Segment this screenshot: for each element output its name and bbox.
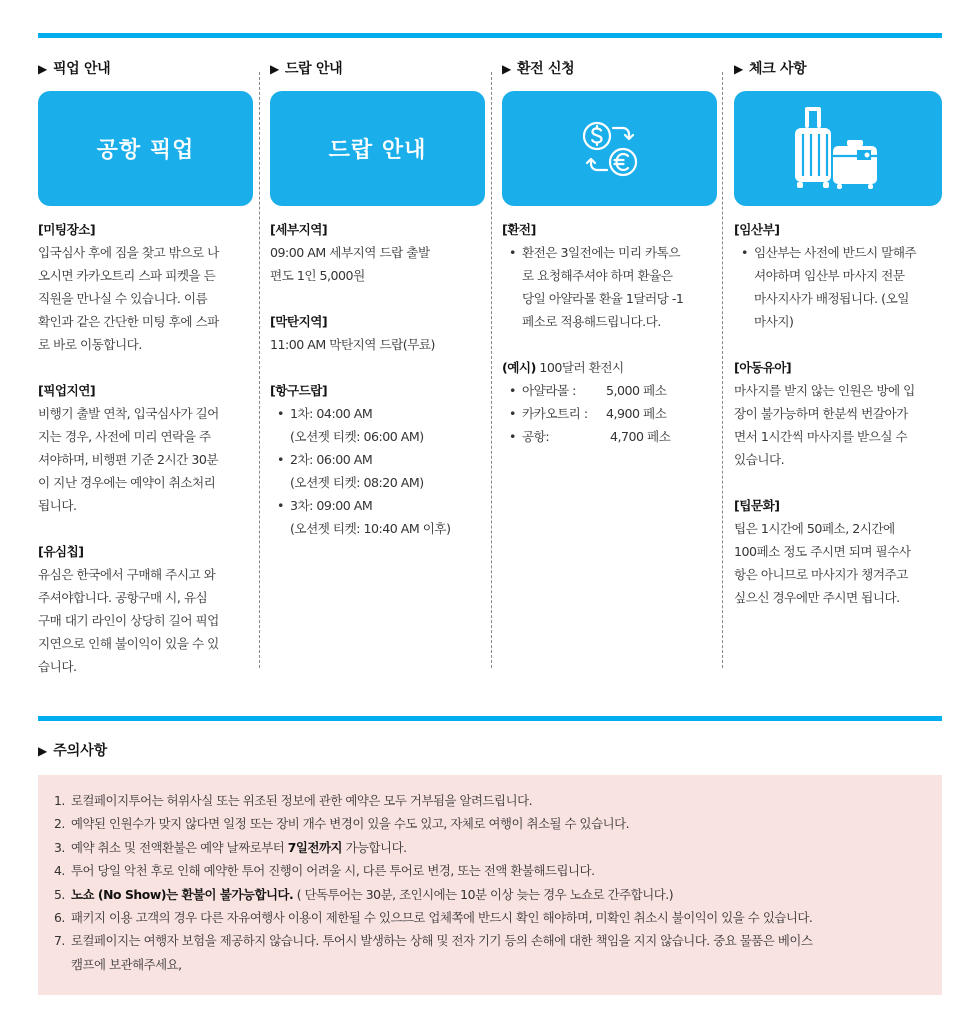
exchange-line: 로 요청해주셔야 하며 환율은 <box>522 268 673 283</box>
pickup-heading: ▶ 픽업 안내 <box>38 61 111 77</box>
tip-line: 항은 아니므로 마사지가 챙겨주고 <box>734 567 908 582</box>
rate-row: • 공항: 4,700 페소 <box>502 425 720 448</box>
delay-line: 비행기 출발 연착, 입국심사가 길어 <box>38 406 219 421</box>
delay-line: 됩니다. <box>38 498 77 513</box>
notice-item: 4. 투어 당일 악천 후로 인해 예약한 투어 진행이 어려울 시, 다른 투어로 변경, 또는 전액 환불해드립니다. <box>54 863 595 879</box>
triangle-right-icon: ▶ <box>38 62 47 76</box>
cebu-title: [세부지역] <box>270 222 328 237</box>
port-item: • 1차: 04:00 AM <box>270 402 488 425</box>
port-item: • 3차: 09:00 AM <box>270 494 488 517</box>
cebu-line: 09:00 AM 세부지역 드랍 출발 <box>270 245 430 260</box>
triangle-right-icon: ▶ <box>502 62 511 76</box>
sim-line: 구매 대기 라인이 상당히 길어 픽업 <box>38 613 219 628</box>
delay-line: 지는 경우, 사전에 미리 연락을 주 <box>38 429 211 444</box>
pregnant-title: [임산부] <box>734 222 780 237</box>
check-heading: ▶ 체크 사항 <box>734 61 807 77</box>
notice-item: 3. 예약 취소 및 전액환불은 예약 날짜로부터 7일전까지 가능합니다. <box>54 839 407 855</box>
meeting-line: 로 바로 이동합니다. <box>38 337 142 352</box>
meeting-title: [미팅장소] <box>38 222 96 237</box>
pickup-card-text: 공항 픽업 <box>96 138 195 163</box>
notice-item: 6. 패키지 이용 고객의 경우 다른 자유여행사 이용이 제한될 수 있으므로 업체쪽에 반드시 확인 해야하며, 미확인 취소시 불이익이 있을 수 있습니다. <box>54 910 813 926</box>
cebu-line: 편도 1인 5,000원 <box>270 268 365 283</box>
currency-exchange-icon <box>575 114 645 184</box>
notice-item: 2. 예약된 인원수가 맞지 않다면 일정 또는 장비 개수 변경이 있을 수도 있고, 자체로 여행이 취소될 수 있습니다. <box>54 816 630 832</box>
exchange-heading: ▶ 환전 신청 <box>502 61 575 77</box>
infant-line: 있습니다. <box>734 452 785 467</box>
notice-item: 5. 노쇼 (No Show)는 환불이 불가능합니다. ( 단독투어는 30분, 조인시에는 10분 이상 늦는 경우 노쇼로 간주합니다.) <box>54 886 674 902</box>
sim-line: 습니다. <box>38 659 77 674</box>
mactan-title: [막탄지역] <box>270 314 328 329</box>
exchange-title: [환전] <box>502 222 536 237</box>
notice-item: 1. 로컬페이지투어는 허위사실 또는 위조된 정보에 관한 예약은 모두 거부됨을 알려드립니다. <box>54 793 533 808</box>
exchange-card <box>502 91 717 206</box>
sim-line: 유심은 한국에서 구매해 주시고 와 <box>38 567 216 582</box>
tip-line: 100페소 정도 주시면 되며 필수사 <box>734 544 911 559</box>
sim-line: 주셔야합니다. 공항구매 시, 유심 <box>38 590 208 605</box>
meeting-line: 확인과 같은 간단한 미팅 후에 스파 <box>38 314 219 329</box>
column-divider <box>259 72 260 668</box>
luggage-icon <box>783 104 893 194</box>
meeting-line: 입국심사 후에 짐을 찾고 밖으로 나 <box>38 245 219 260</box>
pregnant-line: • 임산부는 사전에 반드시 말해주 <box>734 241 952 264</box>
delay-line: 이 지난 경우에는 예약이 취소처리 <box>38 475 216 490</box>
column-divider <box>722 72 723 668</box>
exchange-column <box>502 56 720 448</box>
pregnant-line: 마사지) <box>754 314 794 329</box>
triangle-right-icon: ▶ <box>734 62 743 76</box>
tip-line: 팁은 1시간에 50페소, 2시간에 <box>734 521 895 536</box>
delay-line: 셔야하며, 비행편 기준 2시간 30분 <box>38 452 219 467</box>
exchange-line: 페소로 적용해드립니다.다. <box>522 314 661 329</box>
pickup-card <box>38 91 253 206</box>
exchange-line: • 환전은 3일전에는 미리 카톡으 <box>502 241 720 264</box>
meeting-line: 오시면 카카오트리 스파 피켓을 든 <box>38 268 216 283</box>
drop-heading: ▶ 드랍 안내 <box>270 61 343 77</box>
sim-title: [유심칩] <box>38 544 84 559</box>
infant-line: 장이 불가능하며 한분씩 번갈아가 <box>734 406 908 421</box>
column-divider <box>491 72 492 668</box>
port-item-sub: (오션젯 티켓: 08:20 AM) <box>290 475 424 490</box>
sim-line: 지연으로 인해 불이익이 있을 수 있 <box>38 636 219 651</box>
delay-title: [픽업지연] <box>38 383 96 398</box>
tip-title: [팁문화] <box>734 498 780 513</box>
triangle-right-icon: ▶ <box>38 744 48 758</box>
middle-accent-bar <box>38 716 942 721</box>
drop-card-text: 드랍 안내 <box>328 138 427 163</box>
port-item-sub: (오션젯 티켓: 06:00 AM) <box>290 429 424 444</box>
top-accent-bar <box>38 33 942 38</box>
port-item: • 2차: 06:00 AM <box>270 448 488 471</box>
triangle-right-icon: ▶ <box>270 62 279 76</box>
tip-line: 싶으신 경우에만 주시면 됩니다. <box>734 590 900 605</box>
meeting-line: 직원을 만나실 수 있습니다. 이름 <box>38 291 208 306</box>
port-title: [항구드랍] <box>270 383 328 398</box>
infant-line: 면서 1시간씩 마사지를 받으실 수 <box>734 429 908 444</box>
notice-box <box>38 775 942 995</box>
mactan-line: 11:00 AM 막탄지역 드랍(무료) <box>270 337 435 352</box>
rate-row: • 카카오트리 : 4,900 페소 <box>502 402 720 425</box>
port-item-sub: (오션젯 티켓: 10:40 AM 이후) <box>290 521 451 536</box>
pregnant-line: 마사지사가 배정됩니다. (오일 <box>754 291 909 306</box>
rate-row: • 아얄라몰 : 5,000 페소 <box>502 379 720 402</box>
infant-title: [아동유아] <box>734 360 792 375</box>
notice-item: 7. 로컬페이지는 여행자 보험을 제공하지 않습니다. 투어시 발생하는 상해 및 전자 기기 등의 손해에 대한 책임을 지지 않습니다. 중요 물품은 베이스 캠프에 보관해주세요, <box>54 933 813 972</box>
check-column <box>734 56 952 609</box>
check-card <box>734 91 942 206</box>
exchange-line: 당일 아얄라몰 환율 1달러당 -1 <box>522 291 684 306</box>
notice-heading: ▶ 주의사항 <box>38 743 108 759</box>
pickup-column <box>38 56 256 678</box>
infant-line: 마사지를 받지 않는 인원은 방에 입 <box>734 383 915 398</box>
drop-card <box>270 91 485 206</box>
pregnant-line: 셔야하며 임산부 마사지 전문 <box>754 268 905 283</box>
example-line: (예시) 100달러 환전시 <box>502 360 624 375</box>
drop-column <box>270 56 488 540</box>
